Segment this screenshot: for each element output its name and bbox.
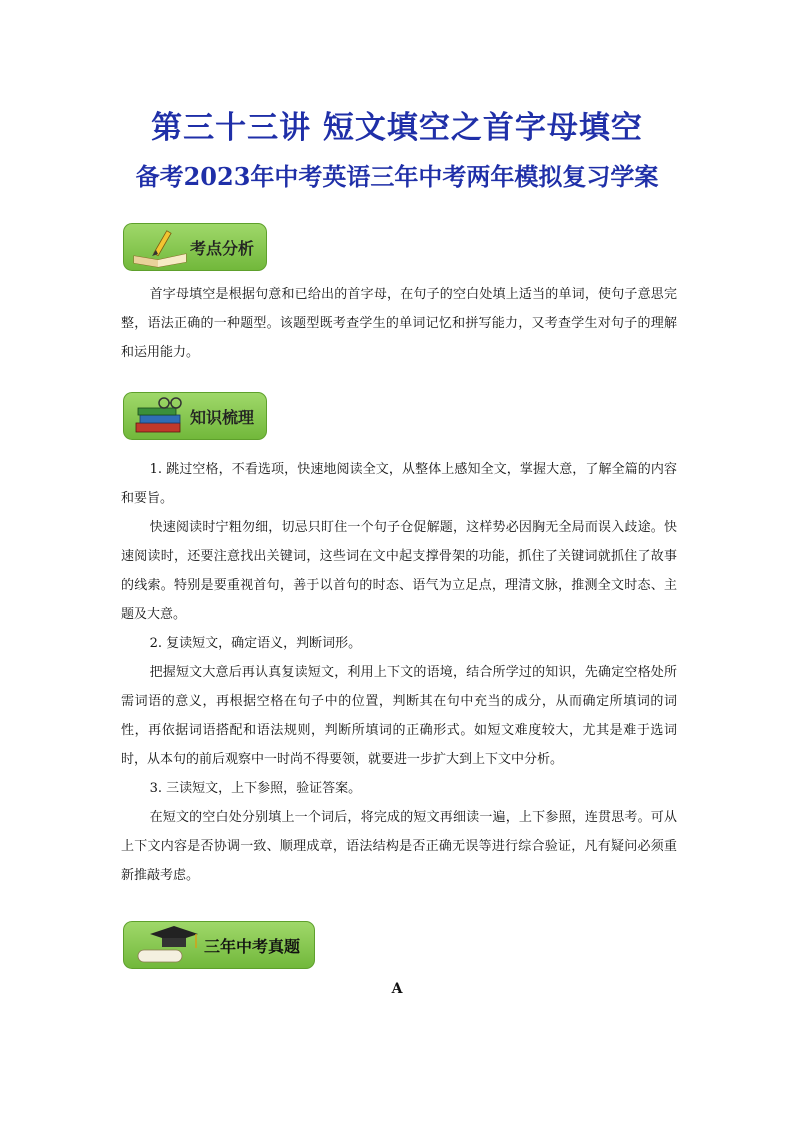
step3-detail: 在短文的空白处分别填上一个词后，将完成的短文再细读一遍，上下参照，连贯思考。可从上下文内容是否协调一致、顺理成章，语法结构是否正确无误等进行综合验证，凡有疑问必须重新推敲考虑。 [121,810,677,883]
step2-heading: 2. 复读短文，确定语义，判断词形。 [149,636,362,651]
analysis-text: 首字母填空是根据句意和已给出的首字母，在句子的空白处填上适当的单词，使句子意思完整，语法正确的一种题型。该题型既考查学生的单词记忆和拼写能力，又考查学生对句子的理解和运用能力。 [121,287,677,360]
page-title: 第三十三讲 短文填空之首字母填空 [151,110,643,146]
analysis-section-label: 考点分析 [190,239,255,258]
exam-section-badge [123,921,315,969]
step1-detail: 快速阅读时宁粗勿细，切忌只盯住一个句子仓促解题，这样势必因胸无全局而误入歧途。快速阅读时，还要注意找出关键词，这些词在文中起支撑骨架的功能，抓住了关键词就抓住了故事的线索。特别是要重视首句，善于以首句的时态、语气为立足点，理清文脉，推测全文时态、主题及大意。 [121,520,677,622]
books-glasses-icon [130,395,190,437]
book-pencil-icon [130,226,190,268]
step1-heading: 1. 跳过空格，不看选项，快速地阅读全文，从整体上感知全文，掌握大意，了解全篇的内容和要旨。 [121,462,677,506]
step2-detail: 把握短文大意后再认真复读短文，利用上下文的语境，结合所学过的知识，先确定空格处所需词语的意义，再根据空格在句子中的位置，判断其在句中充当的成分，从而确定所填词的词性，再依据词语搭配和语法规则，判断所填词的正确形式。如短文难度较大，尤其是难于选词时，从本句的前后观察中一时尚不得要领，就要进一步扩大到上下文中分析。 [121,665,677,767]
step3-heading: 3. 三读短文，上下参照，验证答案。 [149,781,362,796]
graduation-cap-icon [130,924,205,966]
exam-section-label: 三年中考真题 [204,937,301,956]
knowledge-content [121,455,677,890]
page-subtitle: 备考2023年中考英语三年中考两年模拟复习学案 [135,162,659,191]
analysis-section-badge [123,223,267,271]
knowledge-section-badge [123,392,267,440]
passage-label: A [391,981,403,997]
analysis-paragraph [121,280,677,367]
knowledge-section-label: 知识梳理 [190,408,255,427]
